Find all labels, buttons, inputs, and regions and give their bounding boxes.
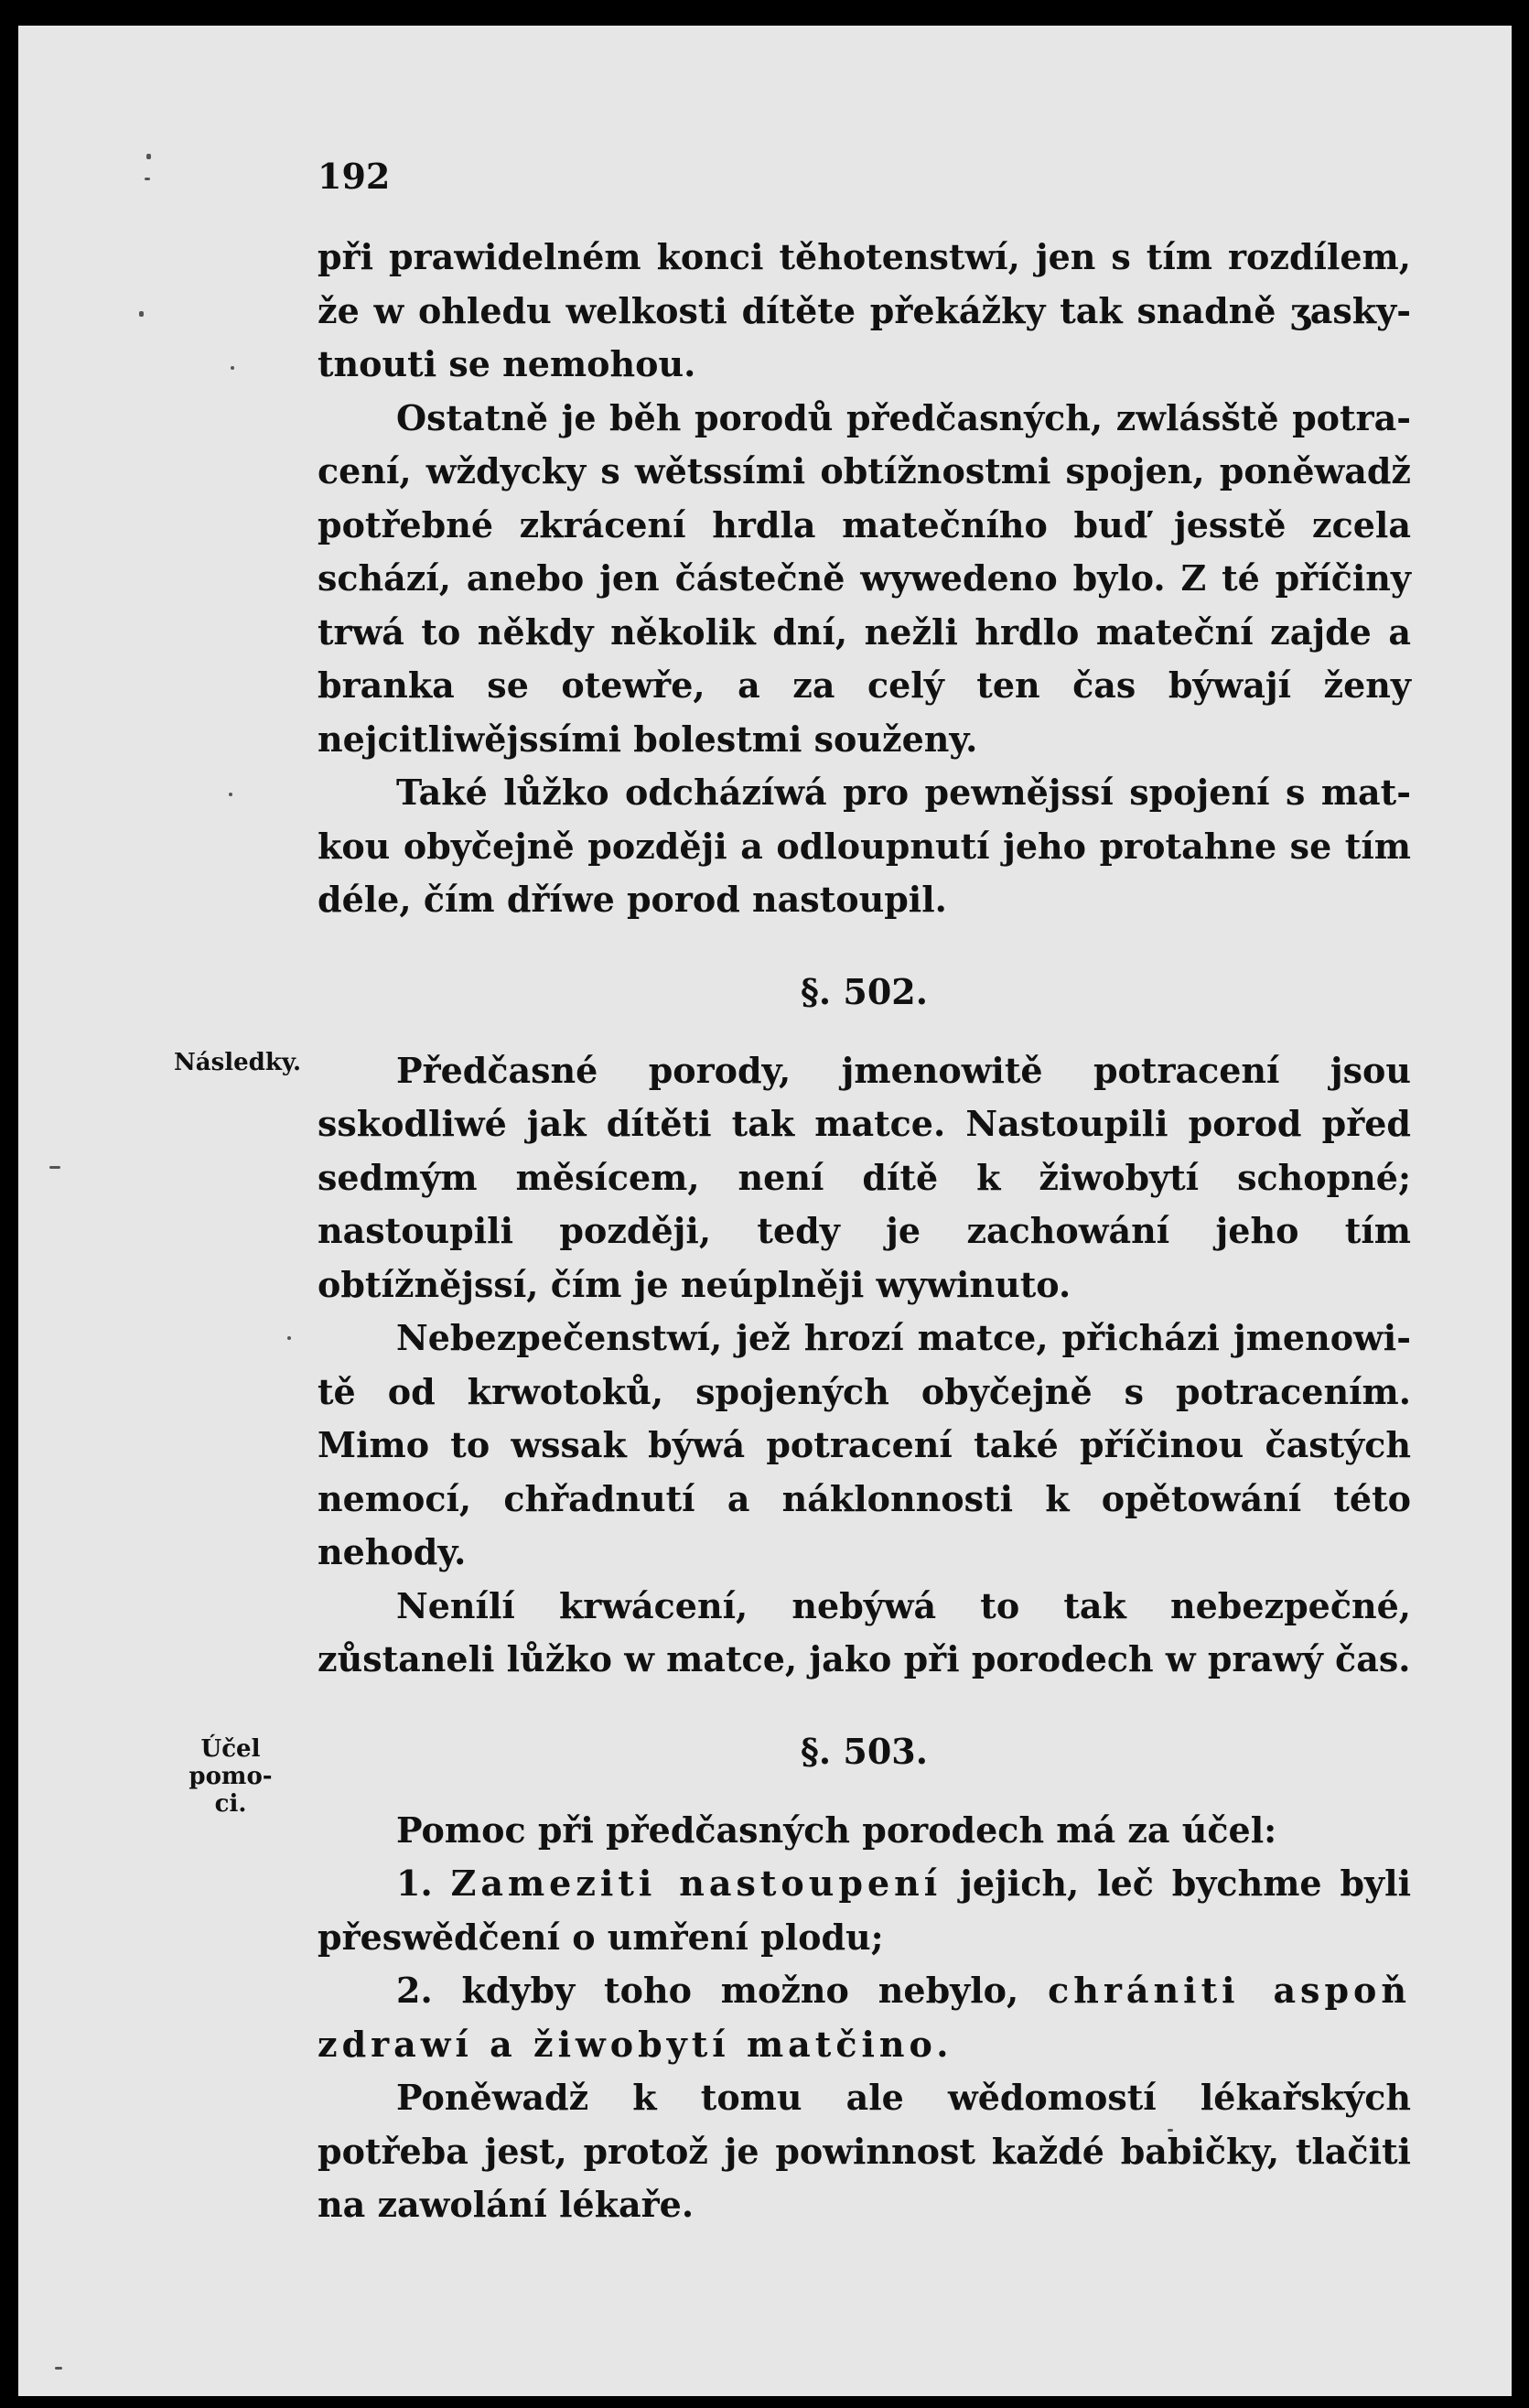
paragraph: Nebezpečenstwí, jež hrozí matce, přicházi jmenowitě od krwotoků, spojených obyčejně s potracením. Mimo to wssak býwá potracení také příčinou častých nemocí, chřadnutí a náklonnosti k opětowání této nehody.	[318, 1317, 1411, 1572]
paragraph: Pomoc při předčasných porodech má za účel:	[396, 1809, 1277, 1851]
page-number: 192	[318, 156, 391, 197]
paragraph: Nenílí krwácení, nebýwá to tak nebezpečné, zůstaneli lůžko w matce, jako při porodech w prawý čas.	[318, 1584, 1411, 1679]
paragraph: Poněwadž k tomu ale wědomostí lékařských potřeba jest, protož je powinnost každé babičky, tlačiti na zawolání lékaře.	[318, 2077, 1411, 2225]
list-item	[318, 1964, 1411, 2071]
margin-note-line: ci.	[214, 1790, 247, 1818]
margin-note-ucel-pomoci	[176, 1735, 285, 1818]
margin-note-nasledky: Následky.	[174, 1049, 302, 1076]
paragraph: Ostatně je běh porodů předčasných, zwlásště potracení, wždycky s wětssími obtížnostmi spojen, poněwadž potřebné zkrácení hrdla matečního buď jesstě zcela schází, anebo jen částečně wywedeno bylo. Z té příčiny trwá to někdy několik dní, nežli hrdlo mateční zajde a branka se otewře, a za celý ten čas býwají ženy nejcitliwějssími bolestmi souženy.	[318, 396, 1411, 760]
scan-speck	[49, 1166, 60, 1169]
item-text: kdyby toho možno nebylo,	[461, 1970, 1019, 2011]
scan-speck	[231, 366, 234, 370]
scan-speck	[287, 1336, 291, 1340]
emphasized-text: Zameziti nastoupení	[450, 1863, 942, 1904]
scan-speck	[229, 793, 232, 796]
scan-speck	[146, 154, 151, 159]
section-heading-503: §. 503.	[801, 1730, 928, 1772]
page-text	[318, 154, 1411, 2232]
section-heading-502: §. 502.	[801, 970, 928, 1012]
emphasized-text: chrániti aspoň zdrawí a žiwobytí matčino.	[318, 1970, 1411, 2065]
scan-speck	[55, 2367, 62, 2370]
book-page	[18, 26, 1512, 2396]
paragraph: Předčasné porody, jmenowitě potracení jsou sskodliwé jak dítěti tak matce. Nastoupili porod před sedmým měsícem, není dítě k žiwobytí schopné; nastoupili později, tedy je zachowání jeho tím obtížnějssí, čím je neúplněji wywinuto.	[318, 1049, 1411, 1305]
scan-speck	[145, 178, 150, 180]
item-number: 2.	[396, 1970, 433, 2011]
item-text: jejich, leč bychme byli přeswědčení o umření plodu;	[318, 1863, 1411, 1958]
paragraph: při prawidelném konci těhotenstwí, jen s tím rozdílem, že w ohledu welkosti dítěte překážky tak snadně ʒaskytnouti se nemohou.	[318, 236, 1411, 384]
margin-note-line: Účel pomo-	[188, 1735, 273, 1790]
list-item	[318, 1857, 1411, 1964]
item-number: 1.	[396, 1863, 433, 1904]
scan-speck	[139, 311, 144, 317]
paragraph: Také lůžko odcházíwá pro pewnějssí spojení s matkou obyčejně později a odloupnutí jeho protahne se tím déle, čím dříwe porod nastoupil.	[318, 772, 1411, 920]
